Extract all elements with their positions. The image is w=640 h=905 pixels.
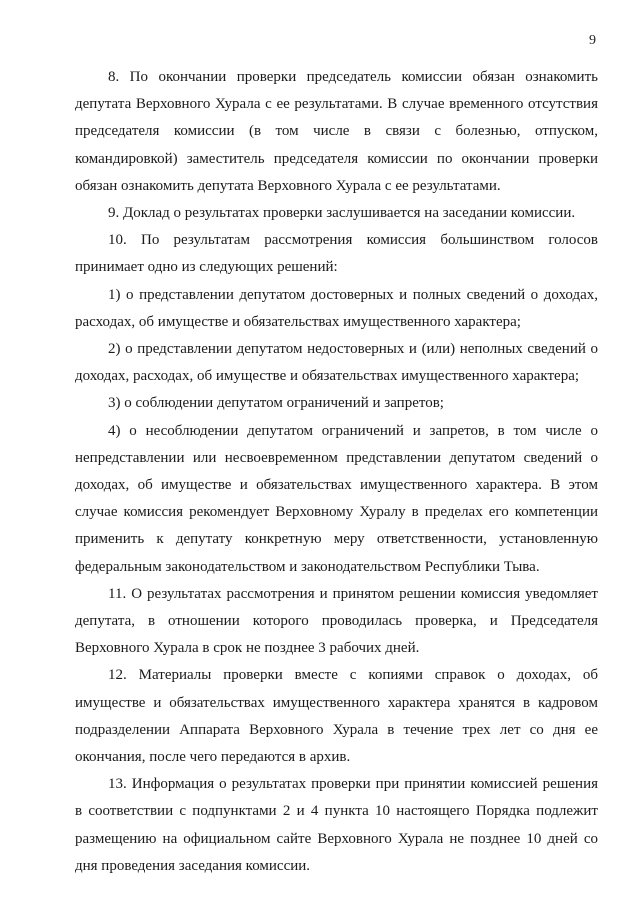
paragraph-item-8: 8. По окончании проверки председатель комиссии обязан ознакомить депутата Верховного Хурала с ее результатами. В случае временного отсутствия председателя комиссии (в том числе в связи с болезнью, отпуском, командировкой) заместитель председателя комиссии по окончании проверки обязан ознакомить депутата Верховного Хурала с ее результатами. <box>75 69 598 194</box>
paragraph-subitem-2: 2) о представлении депутатом недостоверных и (или) неполных сведений о доходах, расходах, об имуществе и обязательствах имущественного характера; <box>75 341 598 385</box>
paragraph-item-10: 10. По результатам рассмотрения комиссия большинством голосов принимает одно из следующих решений: <box>75 232 598 276</box>
paragraph-item-12: 12. Материалы проверки вместе с копиями справок о доходах, об имуществе и обязательствах имущественного характера хранятся в кадровом подразделении Аппарата Верховного Хурала в течение трех лет со дня ее окончания, после чего передаются в архив. <box>75 667 598 766</box>
paragraph-item-13: 13. Информация о результатах проверки при принятии комиссией решения в соответствии с подпунктами 2 и 4 пункта 10 настоящего Порядка подлежит размещению на официальном сайте Верховного Хурала не позднее 10 дней со дня проведения заседания комиссии. <box>75 776 598 874</box>
paragraph-subitem-3: 3) о соблюдении депутатом ограничений и запретов; <box>108 395 444 412</box>
paragraph-item-9: 9. Доклад о результатах проверки заслушивается на заседании комиссии. <box>108 205 576 222</box>
paragraph-subitem-4: 4) о несоблюдении депутатом ограничений и запретов, в том числе о непредставлении или несвоевременном представлении депутатом сведений о доходах, об имуществе и обязательствах имущественного характера. В этом случае комиссия рекомендует Верховному Хуралу в пределах его компетенции применить к депутату конкретную меру ответственности, установленную федеральным законодательством и законодательством Республики Тыва. <box>75 422 598 575</box>
paragraph-item-11: 11. О результатах рассмотрения и принятом решении комиссия уведомляет депутата, в отношении которого проводилась проверка, и Председателя Верховного Хурала в срок не позднее 3 рабочих дней. <box>75 585 598 657</box>
document-body <box>75 64 598 880</box>
page-number: 9 <box>589 33 596 48</box>
paragraph-subitem-1: 1) о представлении депутатом достоверных и полных сведений о доходах, расходах, об имуществе и обязательствах имущественного характера; <box>75 286 598 330</box>
